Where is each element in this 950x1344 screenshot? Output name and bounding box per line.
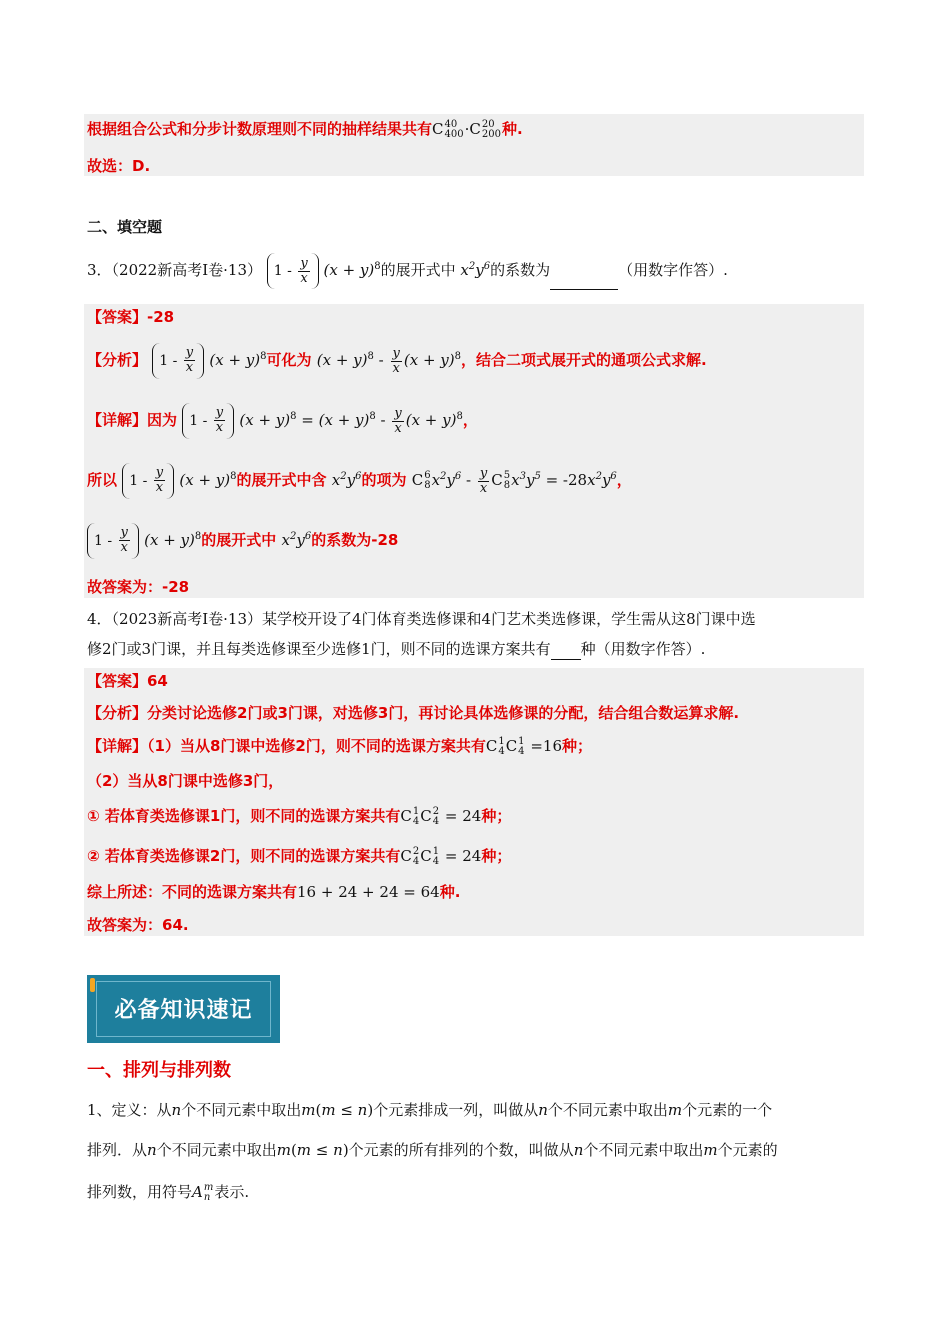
final-answer-3: 故答案为：-28 (87, 578, 190, 596)
question-3: 3．（2022新高考Ⅰ卷·13） 1 - $\frac{y}{x}$ $(x + y)^8$的展开式中 $x^2y^6$的系数为 （用数字作答）. (87, 250, 728, 290)
detail-4-case1: 【详解】（1）当从8门课中选修2门，则不同的选课方案共有C 1 4 C 1 4 =16种； (87, 736, 592, 757)
section-title-fill-blank: 二、填空题 (87, 218, 163, 236)
detail-4-sum: 综上所述：不同的选课方案共有16 + 24 + 24 = 64种. (87, 883, 461, 901)
detail-4-sub1: ① 若体育类选修课1门，则不同的选课方案共有C 1 4 C 2 4 = 24种； (87, 806, 512, 827)
answer-3: 【答案】-28 (87, 308, 175, 326)
question-4-line1: 4．（2023新高考Ⅰ卷·13）某学校开设了4门体育类选修课和4门艺术类选修课，学生需从这8门课中选 (87, 610, 756, 628)
definition-line3: 排列数，用符号A m n 表示. (87, 1182, 250, 1203)
detail-3-conclusion: 1 - $\frac{y}{x}$ $(x + y)^8$的展开式中 $x^2y^6$的系数为-28 (87, 520, 398, 560)
choice-result-line: 故选：D. (87, 157, 151, 175)
final-answer-4: 故答案为：64. (87, 916, 189, 934)
detail-3-term: 所以 1 - $\frac{y}{x}$ $(x + y)^8$的展开式中含 $x^2y^6$的项为 C 6 8 $x^2y^6$ - $\frac{y}{x}$ C 5 8 $x^3y^5 = -28x^2y^6$， (87, 460, 632, 500)
question-4-line2: 修2门或3门课，并且每类选修课至少选修1门，则不同的选课方案共有 种（用数字作答）. (87, 640, 706, 658)
definition-line1: 1、定义：从n个不同元素中取出m(m ≤ n)个元素排成一列，叫做从n个不同元素中取出m个元素的一个 (87, 1101, 773, 1119)
detail-4-case2: （2）当从8门课中选修3门， (87, 772, 284, 790)
answer-4: 【答案】64 (87, 672, 168, 690)
definition-line2: 排列．从n个不同元素中取出m(m ≤ n)个元素的所有排列的个数，叫做从n个不同元素中取出m个元素的 (87, 1141, 778, 1159)
sampling-result-line: 根据组合公式和分步计数原理则不同的抽样结果共有C 40 400 ·C 20 200 种. (87, 119, 523, 140)
knowledge-banner (87, 975, 280, 1043)
analysis-3: 【分析】 1 - $\frac{y}{x}$ $(x + y)^8$可化为 $(x + y)^8$ - $\frac{y}{x}$ $(x + y)^8$，结合二项式展开式的通项公式求解. (87, 340, 707, 380)
section-title-permutation: 一、排列与排列数 (87, 1060, 231, 1081)
banner-title: 必备知识速记 (114, 998, 253, 1023)
analysis-4: 【分析】分类讨论选修2门或3门课，对选修3门，再讨论具体选修课的分配，结合组合数运算求解. (87, 704, 740, 722)
detail-3: 【详解】因为 1 - $\frac{y}{x}$ $(x + y)^8 = (x + y)^8$ - $\frac{y}{x}$ $(x + y)^8$， (87, 400, 478, 440)
detail-4-sub2: ② 若体育类选修课2门，则不同的选课方案共有C 2 4 C 1 4 = 24种； (87, 846, 512, 867)
banner-accent-bar (90, 978, 95, 992)
